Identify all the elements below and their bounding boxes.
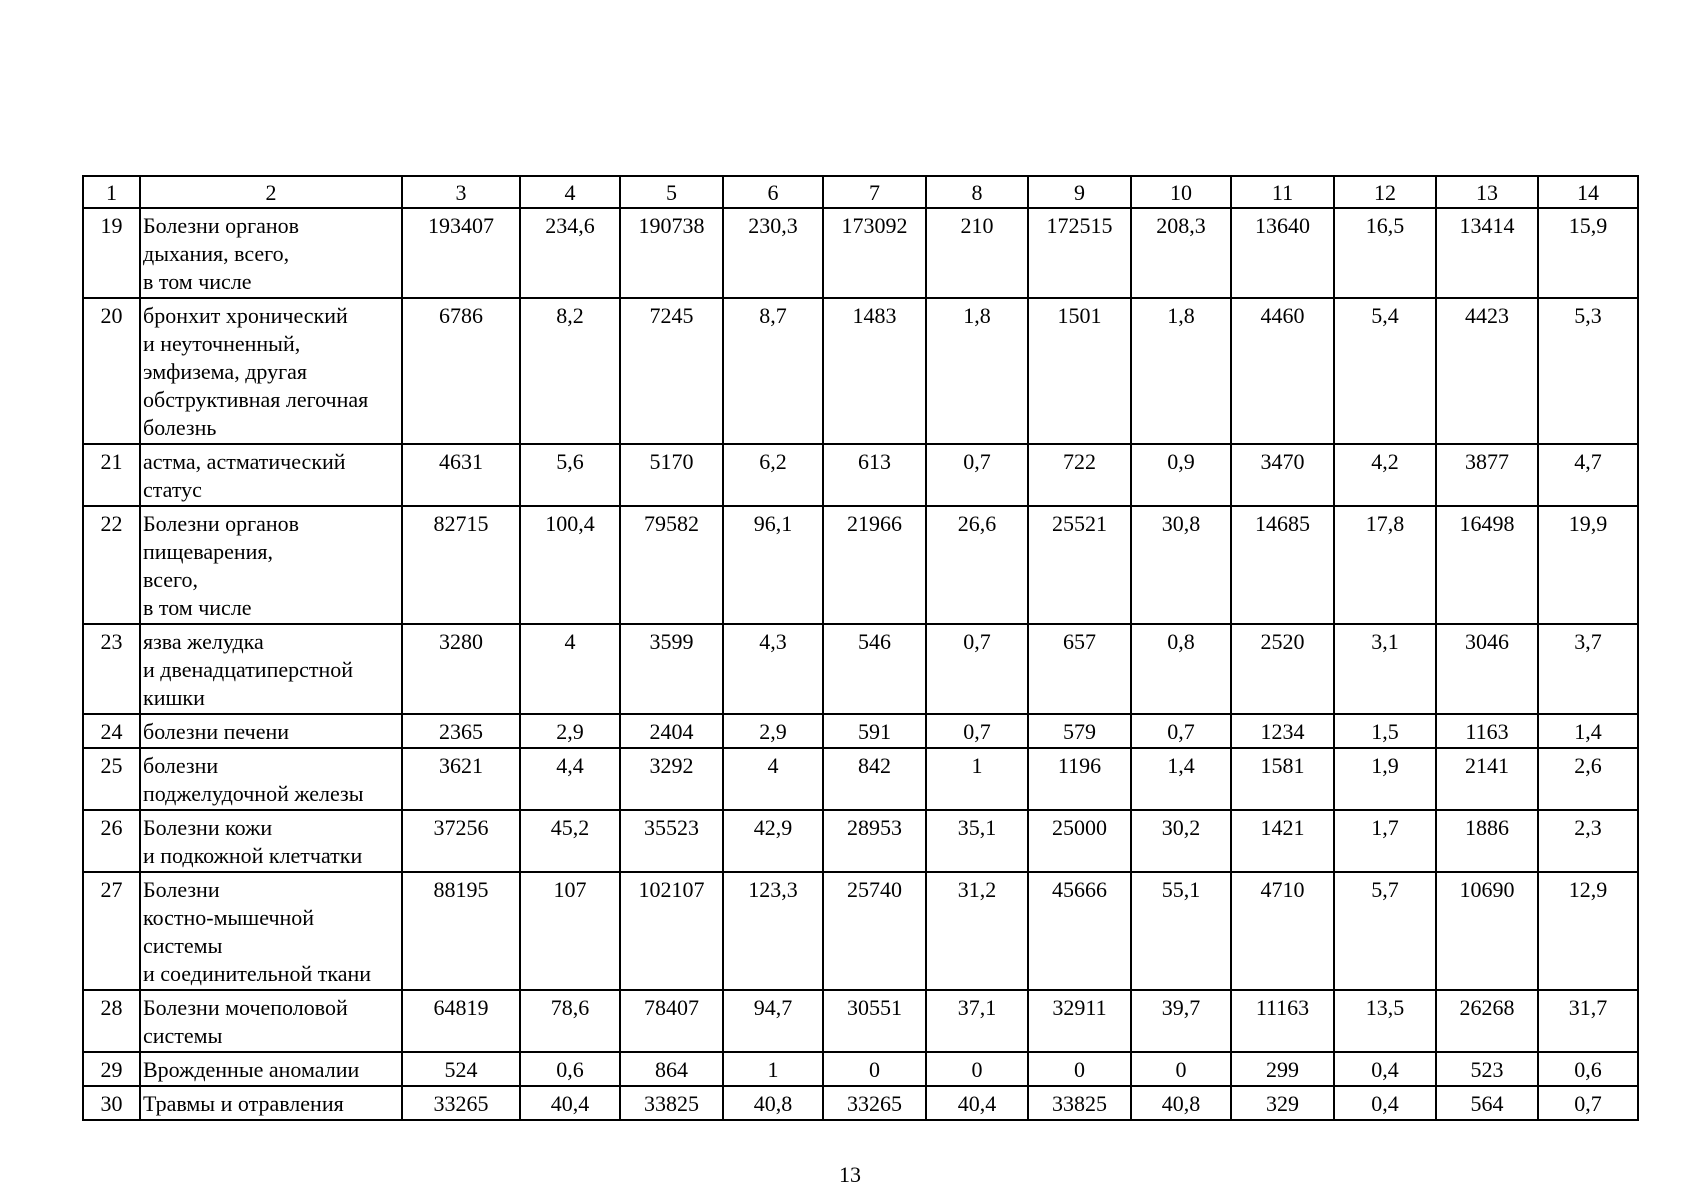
value-cell: 42,9 bbox=[723, 810, 823, 872]
value-cell: 64819 bbox=[402, 990, 520, 1052]
disease-name: язва желудка и двенадцатиперстной кишки bbox=[140, 624, 402, 714]
disease-name: Врожденные аномалии bbox=[140, 1052, 402, 1086]
value-cell: 208,3 bbox=[1131, 208, 1231, 298]
value-cell: 0,7 bbox=[926, 444, 1028, 506]
row-number: 26 bbox=[83, 810, 140, 872]
value-cell: 4460 bbox=[1231, 298, 1334, 444]
table-row bbox=[83, 506, 1638, 624]
column-number-header: 6 bbox=[723, 176, 823, 208]
table-row bbox=[83, 1086, 1638, 1120]
value-cell: 193407 bbox=[402, 208, 520, 298]
value-cell: 40,4 bbox=[926, 1086, 1028, 1120]
row-number: 27 bbox=[83, 872, 140, 990]
value-cell: 25521 bbox=[1028, 506, 1131, 624]
value-cell: 31,2 bbox=[926, 872, 1028, 990]
value-cell: 17,8 bbox=[1334, 506, 1436, 624]
value-cell: 3877 bbox=[1436, 444, 1538, 506]
value-cell: 3,1 bbox=[1334, 624, 1436, 714]
value-cell: 2,9 bbox=[520, 714, 620, 748]
value-cell: 4710 bbox=[1231, 872, 1334, 990]
value-cell: 0,7 bbox=[1131, 714, 1231, 748]
value-cell: 1,8 bbox=[926, 298, 1028, 444]
value-cell: 13640 bbox=[1231, 208, 1334, 298]
value-cell: 45666 bbox=[1028, 872, 1131, 990]
value-cell: 1,4 bbox=[1131, 748, 1231, 810]
value-cell: 33265 bbox=[823, 1086, 926, 1120]
value-cell: 0,8 bbox=[1131, 624, 1231, 714]
value-cell: 190738 bbox=[620, 208, 723, 298]
value-cell: 25740 bbox=[823, 872, 926, 990]
value-cell: 1,8 bbox=[1131, 298, 1231, 444]
column-number-header: 8 bbox=[926, 176, 1028, 208]
table-row bbox=[83, 990, 1638, 1052]
value-cell: 79582 bbox=[620, 506, 723, 624]
value-cell: 94,7 bbox=[723, 990, 823, 1052]
value-cell: 10690 bbox=[1436, 872, 1538, 990]
value-cell: 299 bbox=[1231, 1052, 1334, 1086]
value-cell: 25000 bbox=[1028, 810, 1131, 872]
value-cell: 4631 bbox=[402, 444, 520, 506]
value-cell: 591 bbox=[823, 714, 926, 748]
value-cell: 5,4 bbox=[1334, 298, 1436, 444]
value-cell: 4423 bbox=[1436, 298, 1538, 444]
row-number: 25 bbox=[83, 748, 140, 810]
value-cell: 0 bbox=[1131, 1052, 1231, 1086]
column-number-header: 9 bbox=[1028, 176, 1131, 208]
value-cell: 842 bbox=[823, 748, 926, 810]
table-row bbox=[83, 872, 1638, 990]
row-number: 21 bbox=[83, 444, 140, 506]
value-cell: 0,6 bbox=[1538, 1052, 1638, 1086]
value-cell: 13414 bbox=[1436, 208, 1538, 298]
column-number-header: 4 bbox=[520, 176, 620, 208]
row-number: 20 bbox=[83, 298, 140, 444]
value-cell: 35,1 bbox=[926, 810, 1028, 872]
value-cell: 210 bbox=[926, 208, 1028, 298]
value-cell: 15,9 bbox=[1538, 208, 1638, 298]
value-cell: 5170 bbox=[620, 444, 723, 506]
value-cell: 4,2 bbox=[1334, 444, 1436, 506]
value-cell: 102107 bbox=[620, 872, 723, 990]
value-cell: 32911 bbox=[1028, 990, 1131, 1052]
value-cell: 1,9 bbox=[1334, 748, 1436, 810]
value-cell: 1 bbox=[926, 748, 1028, 810]
disease-name: Болезни органов пищеварения, всего, в том числе bbox=[140, 506, 402, 624]
value-cell: 0 bbox=[926, 1052, 1028, 1086]
value-cell: 16,5 bbox=[1334, 208, 1436, 298]
value-cell: 3280 bbox=[402, 624, 520, 714]
row-number: 23 bbox=[83, 624, 140, 714]
value-cell: 3599 bbox=[620, 624, 723, 714]
value-cell: 6,2 bbox=[723, 444, 823, 506]
column-number-header: 3 bbox=[402, 176, 520, 208]
row-number: 28 bbox=[83, 990, 140, 1052]
value-cell: 329 bbox=[1231, 1086, 1334, 1120]
value-cell: 8,2 bbox=[520, 298, 620, 444]
value-cell: 523 bbox=[1436, 1052, 1538, 1086]
value-cell: 40,8 bbox=[723, 1086, 823, 1120]
value-cell: 0 bbox=[1028, 1052, 1131, 1086]
value-cell: 2,6 bbox=[1538, 748, 1638, 810]
value-cell: 2141 bbox=[1436, 748, 1538, 810]
value-cell: 234,6 bbox=[520, 208, 620, 298]
disease-name: Травмы и отравления bbox=[140, 1086, 402, 1120]
value-cell: 2520 bbox=[1231, 624, 1334, 714]
value-cell: 2,9 bbox=[723, 714, 823, 748]
value-cell: 33825 bbox=[1028, 1086, 1131, 1120]
column-number-header: 14 bbox=[1538, 176, 1638, 208]
column-number-header: 5 bbox=[620, 176, 723, 208]
row-number: 22 bbox=[83, 506, 140, 624]
value-cell: 1163 bbox=[1436, 714, 1538, 748]
value-cell: 12,9 bbox=[1538, 872, 1638, 990]
value-cell: 1234 bbox=[1231, 714, 1334, 748]
value-cell: 21966 bbox=[823, 506, 926, 624]
value-cell: 8,7 bbox=[723, 298, 823, 444]
value-cell: 1581 bbox=[1231, 748, 1334, 810]
value-cell: 5,7 bbox=[1334, 872, 1436, 990]
value-cell: 0,6 bbox=[520, 1052, 620, 1086]
disease-name: болезни поджелудочной железы bbox=[140, 748, 402, 810]
disease-name: астма, астматический статус bbox=[140, 444, 402, 506]
column-number-header: 10 bbox=[1131, 176, 1231, 208]
table-row bbox=[83, 1052, 1638, 1086]
column-number-header: 11 bbox=[1231, 176, 1334, 208]
value-cell: 564 bbox=[1436, 1086, 1538, 1120]
column-number-header: 12 bbox=[1334, 176, 1436, 208]
value-cell: 123,3 bbox=[723, 872, 823, 990]
value-cell: 0,7 bbox=[926, 714, 1028, 748]
value-cell: 37,1 bbox=[926, 990, 1028, 1052]
value-cell: 7245 bbox=[620, 298, 723, 444]
value-cell: 40,4 bbox=[520, 1086, 620, 1120]
value-cell: 78407 bbox=[620, 990, 723, 1052]
value-cell: 0,7 bbox=[926, 624, 1028, 714]
table-row bbox=[83, 208, 1638, 298]
value-cell: 1501 bbox=[1028, 298, 1131, 444]
value-cell: 613 bbox=[823, 444, 926, 506]
table-row bbox=[83, 810, 1638, 872]
value-cell: 33265 bbox=[402, 1086, 520, 1120]
value-cell: 96,1 bbox=[723, 506, 823, 624]
value-cell: 45,2 bbox=[520, 810, 620, 872]
disease-name: Болезни костно-мышечной системы и соединительной ткани bbox=[140, 872, 402, 990]
table-row bbox=[83, 748, 1638, 810]
header-row bbox=[83, 176, 1638, 208]
value-cell: 26268 bbox=[1436, 990, 1538, 1052]
value-cell: 1886 bbox=[1436, 810, 1538, 872]
value-cell: 172515 bbox=[1028, 208, 1131, 298]
value-cell: 0,7 bbox=[1538, 1086, 1638, 1120]
value-cell: 0,4 bbox=[1334, 1052, 1436, 1086]
value-cell: 524 bbox=[402, 1052, 520, 1086]
value-cell: 2365 bbox=[402, 714, 520, 748]
disease-name: болезни печени bbox=[140, 714, 402, 748]
row-number: 30 bbox=[83, 1086, 140, 1120]
value-cell: 657 bbox=[1028, 624, 1131, 714]
value-cell: 4,3 bbox=[723, 624, 823, 714]
value-cell: 546 bbox=[823, 624, 926, 714]
value-cell: 3292 bbox=[620, 748, 723, 810]
value-cell: 40,8 bbox=[1131, 1086, 1231, 1120]
value-cell: 13,5 bbox=[1334, 990, 1436, 1052]
value-cell: 37256 bbox=[402, 810, 520, 872]
value-cell: 173092 bbox=[823, 208, 926, 298]
value-cell: 82715 bbox=[402, 506, 520, 624]
value-cell: 864 bbox=[620, 1052, 723, 1086]
disease-name: Болезни мочеполовой системы bbox=[140, 990, 402, 1052]
column-number-header: 7 bbox=[823, 176, 926, 208]
value-cell: 30,2 bbox=[1131, 810, 1231, 872]
value-cell: 28953 bbox=[823, 810, 926, 872]
value-cell: 3470 bbox=[1231, 444, 1334, 506]
value-cell: 5,6 bbox=[520, 444, 620, 506]
disease-name: Болезни органов дыхания, всего, в том числе bbox=[140, 208, 402, 298]
value-cell: 1 bbox=[723, 1052, 823, 1086]
value-cell: 4,7 bbox=[1538, 444, 1638, 506]
page-number: 13 bbox=[839, 1162, 861, 1187]
value-cell: 3,7 bbox=[1538, 624, 1638, 714]
value-cell: 3046 bbox=[1436, 624, 1538, 714]
row-number: 24 bbox=[83, 714, 140, 748]
value-cell: 11163 bbox=[1231, 990, 1334, 1052]
row-number: 19 bbox=[83, 208, 140, 298]
value-cell: 78,6 bbox=[520, 990, 620, 1052]
column-number-header: 1 bbox=[83, 176, 140, 208]
column-number-header: 13 bbox=[1436, 176, 1538, 208]
table-row bbox=[83, 624, 1638, 714]
table-row bbox=[83, 714, 1638, 748]
value-cell: 2404 bbox=[620, 714, 723, 748]
value-cell: 3621 bbox=[402, 748, 520, 810]
value-cell: 2,3 bbox=[1538, 810, 1638, 872]
value-cell: 39,7 bbox=[1131, 990, 1231, 1052]
value-cell: 107 bbox=[520, 872, 620, 990]
value-cell: 1196 bbox=[1028, 748, 1131, 810]
value-cell: 722 bbox=[1028, 444, 1131, 506]
value-cell: 4,4 bbox=[520, 748, 620, 810]
value-cell: 55,1 bbox=[1131, 872, 1231, 990]
value-cell: 0,4 bbox=[1334, 1086, 1436, 1120]
value-cell: 30,8 bbox=[1131, 506, 1231, 624]
value-cell: 4 bbox=[723, 748, 823, 810]
value-cell: 14685 bbox=[1231, 506, 1334, 624]
disease-name: Болезни кожи и подкожной клетчатки bbox=[140, 810, 402, 872]
value-cell: 1,5 bbox=[1334, 714, 1436, 748]
row-number: 29 bbox=[83, 1052, 140, 1086]
value-cell: 30551 bbox=[823, 990, 926, 1052]
table-row bbox=[83, 444, 1638, 506]
value-cell: 31,7 bbox=[1538, 990, 1638, 1052]
disease-name: бронхит хронический и неуточненный, эмфизема, другая обструктивная легочная болезнь bbox=[140, 298, 402, 444]
value-cell: 1,7 bbox=[1334, 810, 1436, 872]
value-cell: 4 bbox=[520, 624, 620, 714]
value-cell: 230,3 bbox=[723, 208, 823, 298]
value-cell: 88195 bbox=[402, 872, 520, 990]
value-cell: 33825 bbox=[620, 1086, 723, 1120]
value-cell: 100,4 bbox=[520, 506, 620, 624]
column-number-header: 2 bbox=[140, 176, 402, 208]
value-cell: 16498 bbox=[1436, 506, 1538, 624]
value-cell: 19,9 bbox=[1538, 506, 1638, 624]
statistics-table bbox=[82, 175, 1639, 1121]
value-cell: 6786 bbox=[402, 298, 520, 444]
value-cell: 0 bbox=[823, 1052, 926, 1086]
value-cell: 0,9 bbox=[1131, 444, 1231, 506]
value-cell: 1483 bbox=[823, 298, 926, 444]
value-cell: 35523 bbox=[620, 810, 723, 872]
value-cell: 579 bbox=[1028, 714, 1131, 748]
table-row bbox=[83, 298, 1638, 444]
value-cell: 26,6 bbox=[926, 506, 1028, 624]
value-cell: 5,3 bbox=[1538, 298, 1638, 444]
value-cell: 1,4 bbox=[1538, 714, 1638, 748]
value-cell: 1421 bbox=[1231, 810, 1334, 872]
